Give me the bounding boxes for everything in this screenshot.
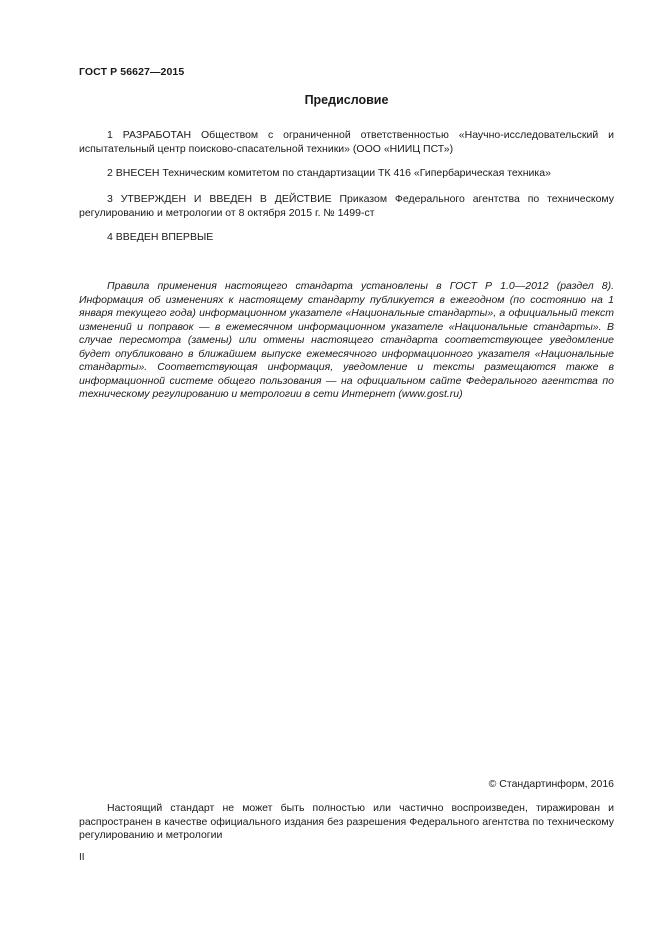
foreword-title: Предисловие: [304, 93, 389, 107]
foreword-item-4-text: 4 ВВЕДЕН ВПЕРВЫЕ: [107, 231, 214, 243]
usage-notice: Правила применения настоящего стандарта установлены в ГОСТ Р 1.0—2012 (раздел 8). Информация об изменениях к настоящему стандарту публикуется в ежегодном (по состоянию на 1 января текущего года) информационном указателе «Национальные стандарты», а официальный текст изменений и поправок — в ежемесячном информационном указателе «Национальные стандарты». В случае пересмотра (замены) или отмены настоящего стандарта соответствующее уведомление будет опубликовано в ближайшем выпуске ежемесячного информационного указателя «Национальные стандарты». Соответствующая информация, уведомление и тексты размещаются также в информационной системе общего пользования — на официальном сайте Федерального агентства по техническому регулированию и метрологии в сети Интернет (www.gost.ru): [79, 280, 614, 400]
foreword-item-2-text: 2 ВНЕСЕН Техническим комитетом по стандартизации ТК 416 «Гипербарическая техника»: [107, 167, 551, 179]
foreword-item-2: [79, 166, 614, 180]
copyright-notice: © Стандартинформ, 2016: [488, 778, 614, 790]
page-number: II: [79, 852, 85, 863]
foreword-item-3: [79, 192, 614, 220]
reproduction-notice: Настоящий стандарт не может быть полностью или частично воспроизведен, тиражирован и распространен в качестве официального издания без разрешения Федерального агентства по техническому регулированию и метрологии: [79, 802, 614, 841]
foreword-item-1: [79, 128, 614, 156]
page-title: [0, 93, 661, 107]
document-code: ГОСТ Р 56627—2015: [79, 66, 185, 78]
foreword-item-4: [79, 230, 614, 244]
foreword-item-3-text: 3 УТВЕРЖДЕН И ВВЕДЕН В ДЕЙСТВИЕ Приказом Федерального агентства по техническому регулированию и метрологии от 8 октября 2015 г. № 1499-ст: [79, 193, 614, 219]
foreword-item-1-text: 1 РАЗРАБОТАН Обществом с ограниченной ответственностью «Научно-исследовательский и испытательный центр поисково-спасательной техники» (ООО «НИИЦ ПСТ»): [79, 129, 614, 155]
